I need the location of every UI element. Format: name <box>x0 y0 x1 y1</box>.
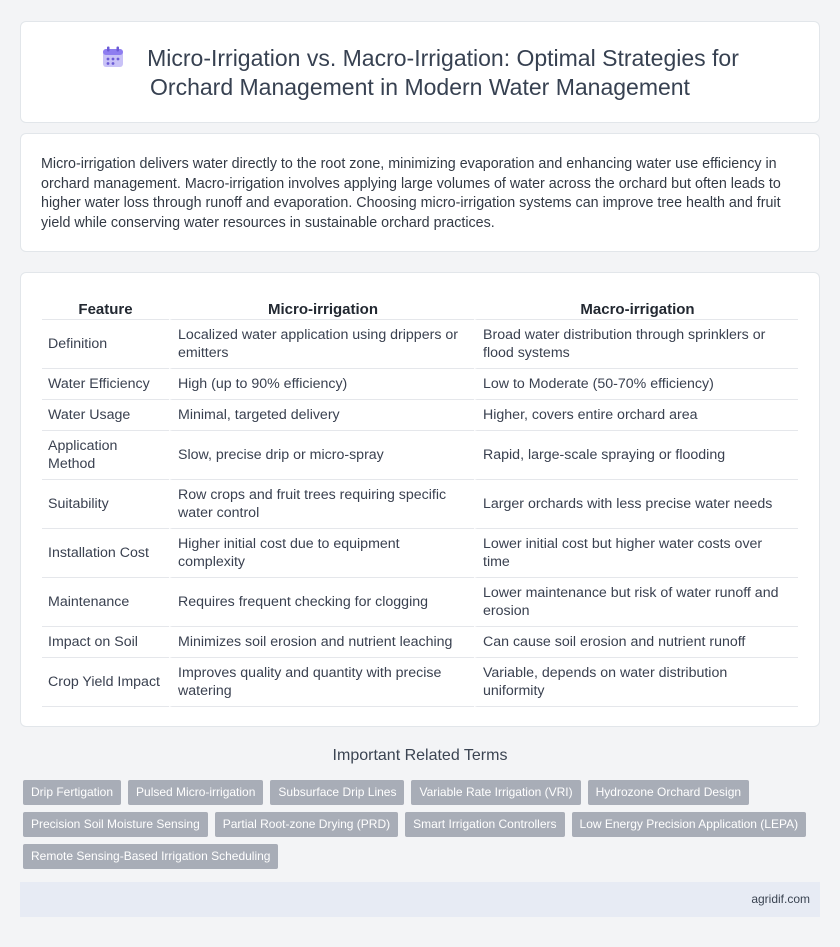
related-term-tag[interactable]: Low Energy Precision Application (LEPA) <box>572 812 807 837</box>
related-term-tag[interactable]: Subsurface Drip Lines <box>270 780 404 805</box>
related-terms-title: Important Related Terms <box>332 747 508 764</box>
macro-cell: Rapid, large-scale spraying or flooding <box>474 431 798 480</box>
macro-cell: Can cause soil erosion and nutrient runoff <box>474 627 798 658</box>
table-row <box>42 400 798 431</box>
related-term-tag[interactable]: Drip Fertigation <box>23 780 121 805</box>
header-card <box>20 21 820 123</box>
table-row <box>42 529 798 578</box>
comparison-table <box>42 296 798 707</box>
feature-cell: Water Usage <box>42 400 169 431</box>
feature-cell: Suitability <box>42 480 169 529</box>
related-term-tag[interactable]: Pulsed Micro-irrigation <box>128 780 263 805</box>
micro-cell: Improves quality and quantity with precise watering <box>169 658 474 707</box>
table-row <box>42 480 798 529</box>
header-macro: Macro-irrigation <box>474 296 798 320</box>
related-term-tag[interactable]: Smart Irrigation Controllers <box>405 812 564 837</box>
header-micro: Micro-irrigation <box>169 296 474 320</box>
related-terms-list <box>23 780 813 876</box>
micro-cell: Row crops and fruit trees requiring specific water control <box>169 480 474 529</box>
macro-cell: Larger orchards with less precise water needs <box>474 480 798 529</box>
related-term-tag[interactable]: Remote Sensing-Based Irrigation Scheduling <box>23 844 278 869</box>
table-row <box>42 369 798 400</box>
table-row <box>42 627 798 658</box>
macro-cell: Variable, depends on water distribution uniformity <box>474 658 798 707</box>
feature-cell: Crop Yield Impact <box>42 658 169 707</box>
related-term-tag[interactable]: Variable Rate Irrigation (VRI) <box>411 780 580 805</box>
feature-cell: Water Efficiency <box>42 369 169 400</box>
page-title <box>21 44 819 102</box>
feature-cell: Maintenance <box>42 578 169 627</box>
title-line-1: Micro-Irrigation vs. Macro-Irrigation: Optimal Strategies for <box>147 45 739 71</box>
intro-text: Micro-irrigation delivers water directly to the root zone, minimizing evaporation and enhancing water use efficiency in orchard management. Macro-irrigation involves applying large volumes of water across the orchard but often leads to higher water loss through runoff and evaporation. Choosing micro-irrigation systems can improve tree health and fruit yield while conserving water resources in sustainable orchard practices. <box>41 156 781 231</box>
macro-cell: Broad water distribution through sprinklers or flood systems <box>474 320 798 369</box>
footer-site-link[interactable]: agridif.com <box>751 892 810 906</box>
macro-cell: Higher, covers entire orchard area <box>474 400 798 431</box>
related-term-tag[interactable]: Partial Root-zone Drying (PRD) <box>215 812 398 837</box>
micro-cell: Higher initial cost due to equipment complexity <box>169 529 474 578</box>
micro-cell: Minimal, targeted delivery <box>169 400 474 431</box>
calendar-icon <box>101 45 125 69</box>
feature-cell: Impact on Soil <box>42 627 169 658</box>
micro-cell: Minimizes soil erosion and nutrient leaching <box>169 627 474 658</box>
table-row <box>42 658 798 707</box>
feature-cell: Definition <box>42 320 169 369</box>
table-row <box>42 320 798 369</box>
table-row <box>42 578 798 627</box>
related-term-tag[interactable]: Hydrozone Orchard Design <box>588 780 749 805</box>
macro-cell: Low to Moderate (50-70% efficiency) <box>474 369 798 400</box>
title-line-2: Orchard Management in Modern Water Management <box>150 74 690 100</box>
header-feature: Feature <box>42 296 169 320</box>
micro-cell: Localized water application using drippers or emitters <box>169 320 474 369</box>
macro-cell: Lower initial cost but higher water costs over time <box>474 529 798 578</box>
table-row <box>42 431 798 480</box>
feature-cell: Application Method <box>42 431 169 480</box>
related-term-tag[interactable]: Precision Soil Moisture Sensing <box>23 812 208 837</box>
intro-card <box>20 133 820 252</box>
feature-cell: Installation Cost <box>42 529 169 578</box>
footer <box>20 882 820 917</box>
micro-cell: High (up to 90% efficiency) <box>169 369 474 400</box>
micro-cell: Slow, precise drip or micro-spray <box>169 431 474 480</box>
micro-cell: Requires frequent checking for clogging <box>169 578 474 627</box>
comparison-table-card <box>20 272 820 727</box>
macro-cell: Lower maintenance but risk of water runoff and erosion <box>474 578 798 627</box>
table-header-row <box>42 296 798 320</box>
